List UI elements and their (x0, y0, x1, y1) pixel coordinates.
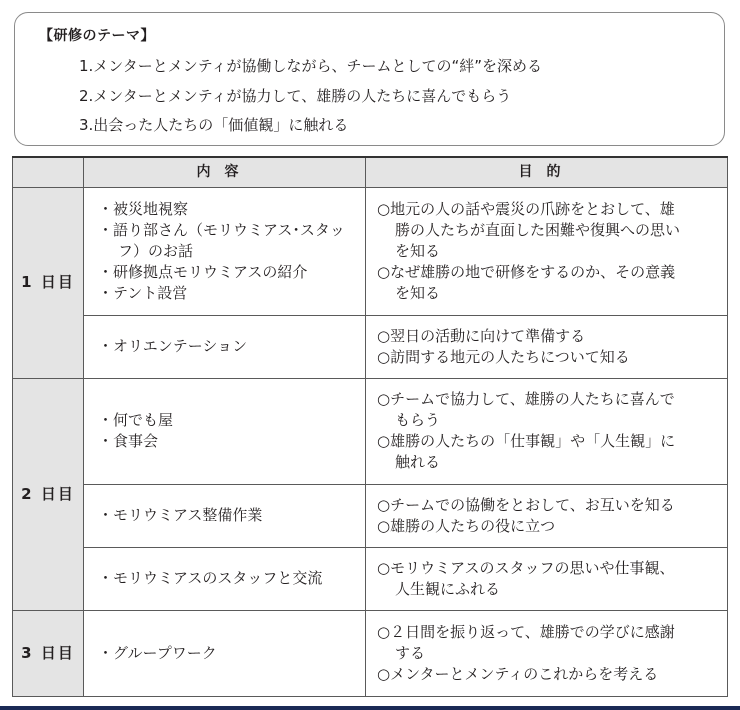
purpose-line: ○訪問する地元の人たちについて知る (377, 347, 630, 366)
content-cell (84, 547, 366, 610)
theme-item-2: 2.メンターとメンティが協力して、雄勝の人たちに喜んでもらう (79, 87, 512, 105)
purpose-line: ○なぜ雄勝の地で研修をするのか、その意義 (377, 262, 676, 281)
content-cell (84, 187, 366, 315)
theme-item-3: 3.出会った人たちの「価値観」に触れる (79, 116, 349, 134)
header-content: 内容 (84, 157, 366, 187)
purpose-cell (366, 547, 728, 610)
purpose-line: ○チームで協力して、雄勝の人たちに喜んで (377, 390, 675, 408)
purpose-line: を知る (395, 283, 441, 302)
purpose-line: ○翌日の活動に向けて準備する (377, 326, 586, 345)
purpose-cell (366, 484, 728, 547)
content-cell (84, 378, 366, 484)
purpose-line: ○雄勝の人たちの「仕事観」や「人生観」に (377, 432, 676, 450)
purpose-cell (366, 315, 728, 378)
purpose-line: 勝の人たちが直面した困難や復興への思い (395, 220, 681, 239)
content-line: ・モリウミアス整備作業 (98, 506, 263, 524)
purpose-line: もらう (395, 411, 441, 429)
content-line: ・モリウミアスのスタッフと交流 (98, 569, 323, 587)
content-line: ・食事会 (98, 432, 159, 450)
purpose-line: ○２日間を振り返って、雄勝での学びに感謝 (377, 622, 675, 641)
purpose-cell (366, 378, 728, 484)
purpose-line: を知る (395, 241, 441, 260)
purpose-line: ○雄勝の人たちの役に立つ (377, 516, 556, 535)
content-cell (84, 315, 366, 378)
content-line: ・テント設営 (98, 283, 188, 302)
content-line: フ）のお話 (118, 241, 194, 260)
header-day (13, 157, 84, 187)
content-line: ・研修拠点モリウミアスの紹介 (98, 262, 308, 281)
content-cell (84, 484, 366, 547)
purpose-line: 人生観にふれる (395, 579, 501, 598)
content-line: ・オリエンテーション (98, 337, 248, 355)
day-label: 3 日目 (13, 610, 84, 696)
theme-item-1: 1.メンターとメンティが協働しながら、チームとしての“絆”を深める (79, 57, 543, 75)
purpose-line: ○チームでの協働をとおして、お互いを知る (377, 495, 675, 514)
purpose-line: する (395, 643, 426, 662)
content-line: ・語り部さん（モリウミアス･スタッ (98, 220, 345, 239)
schedule-table (12, 156, 728, 697)
purpose-line: ○地元の人の話や震災の爪跡をとおして、雄 (377, 199, 675, 218)
day-label: 1 日目 (13, 187, 84, 378)
bottom-rule (0, 706, 740, 710)
content-line: ・何でも屋 (98, 411, 174, 429)
purpose-line: ○モリウミアスのスタッフの思いや仕事観、 (377, 558, 675, 577)
theme-heading: 【研修のテーマ】 (39, 28, 155, 44)
purpose-line: ○メンターとメンティのこれからを考える (377, 664, 659, 683)
purpose-cell (366, 187, 728, 315)
purpose-cell (366, 610, 728, 696)
content-line: ・被災地視察 (98, 199, 189, 218)
header-purpose: 目的 (366, 157, 728, 187)
content-cell (84, 610, 366, 696)
content-line: ・グループワーク (98, 643, 217, 662)
theme-box (14, 12, 725, 146)
purpose-line: 触れる (395, 453, 441, 471)
day-label: 2 日目 (13, 378, 84, 610)
